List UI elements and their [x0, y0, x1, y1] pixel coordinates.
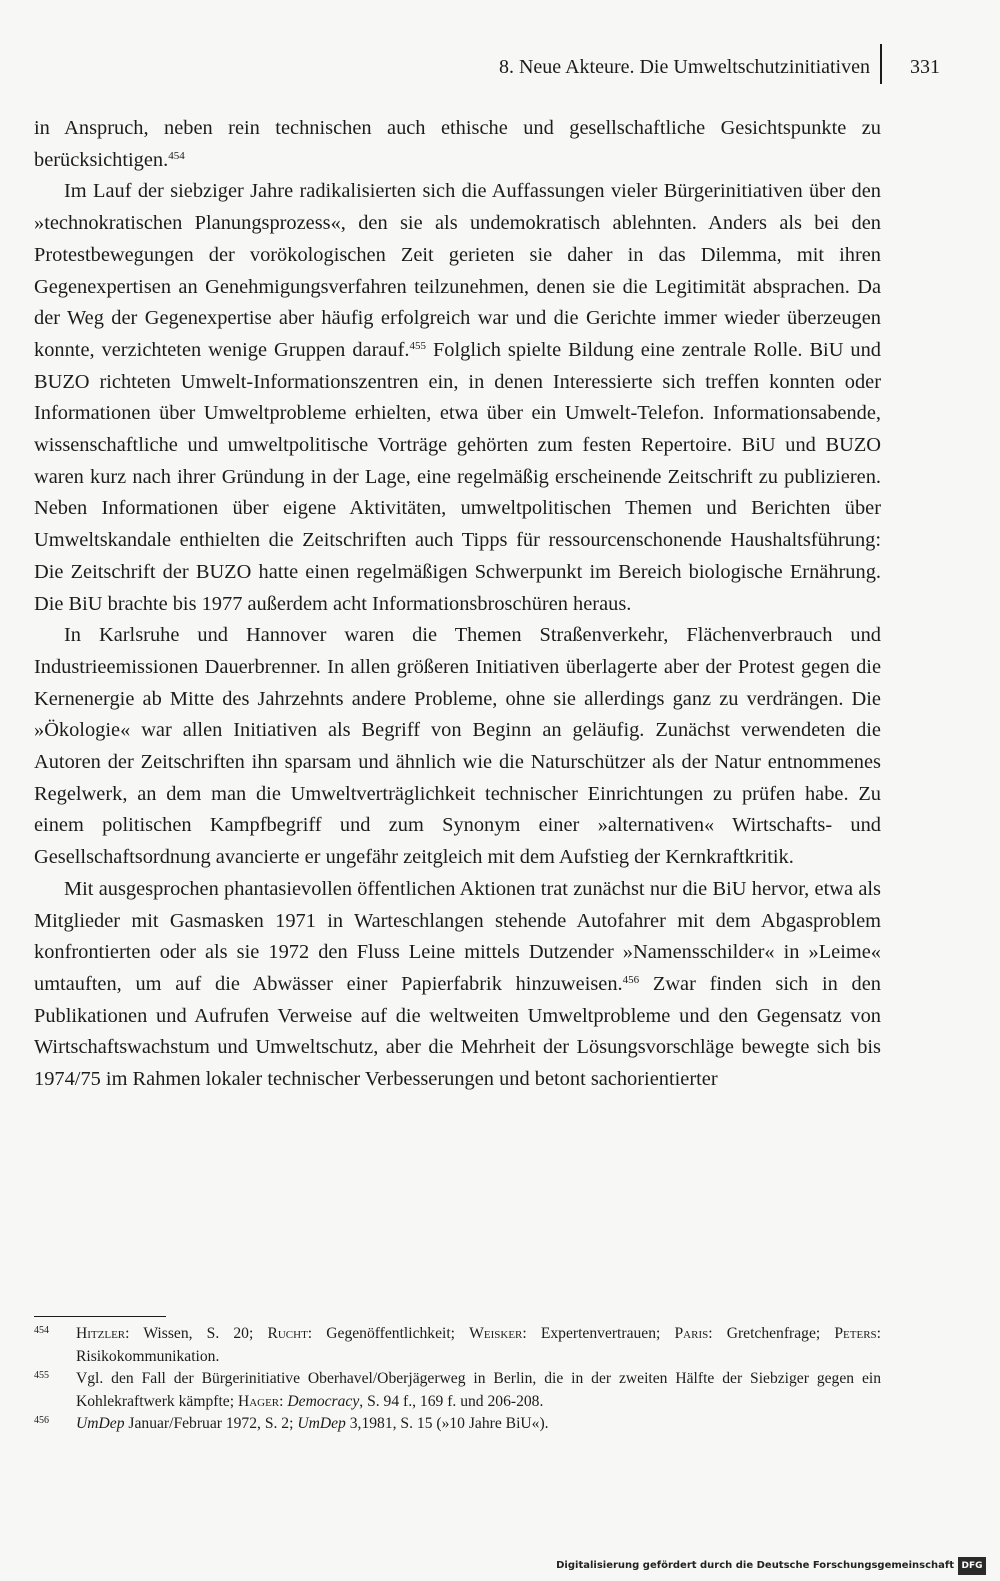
text-run: , S. 94 f., 169 f. und 206-208. — [359, 1392, 544, 1410]
author-name: Hitzler — [76, 1325, 126, 1342]
text-run: 3,1981, S. 15 (»10 Jahre BiU«). — [345, 1415, 549, 1432]
text-run: : Gegenöffentlichkeit; — [307, 1325, 470, 1342]
text-run: : Risikokommunikation. — [76, 1325, 881, 1365]
footnote-ref: 455 — [409, 339, 426, 352]
text-run: : — [279, 1392, 288, 1410]
footnote — [34, 1413, 881, 1436]
footnote-number: 456 — [34, 1415, 49, 1426]
author-name: Peters — [834, 1325, 877, 1342]
italic-title: UmDep — [76, 1415, 125, 1432]
text-run: Mit ausgesprochen phantasievollen öffentlichen Aktionen trat zunächst nur die BiU hervor, etwa als Mitglieder mit Gasmasken 1971 in Warteschlangen stehende Autofahrer mit dem Abgasproblem konfrontierten oder als sie 1972 den Fluss Leine mittels Dutzender »Namensschilder« in »Leime« umtauften, um auf die Abwässer einer Papierfabrik hinzuweisen. — [34, 877, 881, 995]
text-run: Im Lauf der siebziger Jahre radikalisierten sich die Auffassungen vieler Bürgerinitiativen über den »technokratischen Planungsprozess«, den sie als undemokratisch ablehnten. Anders als bei den Protestbewegungen der vorökologischen Zeit gerieten sie daher in das Dilemma, mit ihren Gegenexpertisen an Genehmigungsverfahren teilzunehmen, denen sie die Legitimität absprachen. Da der Weg der Gegenexpertise aber häufig erfolgreich war und die Gerichte immer wieder überzeugen konnte, verzichteten wenige Gruppen darauf. — [34, 180, 881, 361]
footnote-ref: 454 — [168, 149, 185, 162]
header-divider — [880, 44, 882, 84]
footnote — [34, 1368, 881, 1413]
text-run: in Anspruch, neben rein technischen auch ethische und gesellschaftliche Gesichtspunkte zu berücksichtigen. — [34, 117, 881, 171]
digitization-note: Digitalisierung gefördert durch die Deutsche Forschungsgemeinschaft — [556, 1560, 954, 1571]
main-text — [34, 113, 881, 1096]
dfg-logo: DFG — [958, 1557, 986, 1575]
italic-title: UmDep — [297, 1415, 346, 1432]
text-run: : Gretchenfrage; — [708, 1325, 835, 1342]
text-run: In Karlsruhe und Hannover waren die Themen Straßenverkehr, Flächenverbrauch und Industrieemissionen Dauerbrenner. In allen größeren Initiativen überlagerte aber der Protest gegen die Kernenergie ab Mitte des Jahrzehnts andere Probleme, ohne sie allerdings ganz zu verdrängen. Die »Ökologie« war allen Initiativen als Begriff von Beginn an geläufig. Zunächst verwendeten die Autoren der Zeitschriften ihn sparsam und ähnlich wie die Naturschützer als der Natur entnommenes Regelwerk, an dem man die Umweltverträglichkeit technischer Einrichtungen zu prüfen habe. Zu einem politischen Kampfbegriff und zum Synonym einer »alternativen« Wirtschafts- und Gesellschaftsordnung avancierte er ungefähr zeitgleich mit dem Aufstieg der Kernkraftkritik. — [34, 624, 881, 869]
text-run: Vgl. den Fall der Bürgerinitiative Oberhavel/Oberjägerweg in Berlin, die in der zweiten Hälfte der Siebziger gegen ein Kohlekraftwerk kämpfte; — [76, 1370, 881, 1410]
text-run: Folglich spielte Bildung eine zentrale Rolle. BiU und BUZO richteten Umwelt-Informationszentren ein, in denen Interessierte sich treffen konnten oder Informationen über Umweltprobleme erhielten, etwa über ein Umwelt-Telefon. Informationsabende, wissenschaftliche und umweltpolitische Vorträge gehörten zum festen Repertoire. BiU und BUZO waren kurz nach ihrer Gründung in der Lage, eine regelmäßig erscheinende Zeitschrift zu publizieren. Neben Informationen über eigene Aktivitäten, umweltpolitischen Themen und Berichten über Umweltskandale enthielten die Zeitschriften auch Tipps für ressourcenschonende Haushaltsführung: Die Zeitschrift der BUZO hatte einen regelmäßigen Schwerpunkt im Bereich biologische Ernährung. Die BiU brachte bis 1977 außerdem acht Informationsbroschüren heraus. — [34, 338, 881, 615]
text-run: Zwar finden sich in den Publikationen und Aufrufen Verweise auf die weltweiten Umweltprobleme und den Gegensatz von Wirtschaftswachstum und Umweltschutz, aber die Mehrheit der Lösungsvorschläge bewegte sich bis 1974/75 im Rahmen lokaler technischer Verbesserungen und betont sachorientierter — [34, 972, 881, 1091]
author-name: Hager — [237, 1392, 280, 1410]
footnote-number: 455 — [34, 1370, 49, 1381]
page-number: 331 — [910, 56, 940, 78]
paragraph — [34, 113, 881, 176]
text-run: : Expertenvertrauen; — [522, 1325, 675, 1342]
page-header — [420, 52, 940, 82]
footnotes — [34, 1323, 881, 1436]
text-run: : Wissen, S. 20; — [125, 1325, 268, 1342]
paragraph — [34, 176, 881, 620]
italic-title: Democracy — [287, 1392, 360, 1410]
author-name: Paris — [674, 1325, 709, 1342]
paragraph — [34, 620, 881, 874]
footnote — [34, 1323, 881, 1368]
footnote-number: 454 — [34, 1325, 49, 1336]
text-run: Januar/Februar 1972, S. 2; — [124, 1415, 298, 1432]
author-name: Weisker — [469, 1325, 523, 1342]
author-name: Rucht — [267, 1325, 308, 1342]
paragraph — [34, 874, 881, 1096]
running-head: 8. Neue Akteure. Die Umweltschutzinitiativen — [498, 56, 870, 78]
footnote-separator — [34, 1316, 166, 1317]
footnote-ref: 456 — [622, 973, 640, 986]
